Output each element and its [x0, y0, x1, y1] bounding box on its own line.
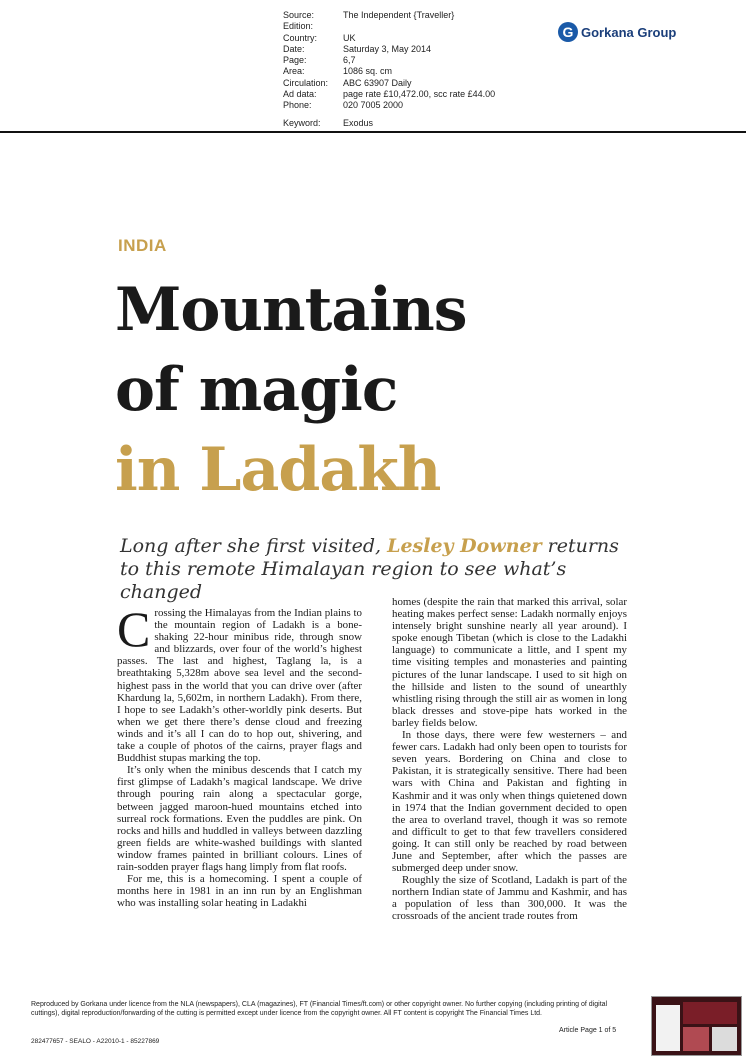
paragraph: Crossing the Himalayas from the Indian plains to the mountain region of Ladakh is a bone-shaking 22-hour minibus ride, through snow and blizzards, over four of the world’s highest passes. The last and highest, Taglang la, is a breathtaking 5,328m above sea level and the second-highest pass in the world that you can drive over (after Khardung la, 5,602m, in northern Ladakh). From there, I hope to see Ladakh’s other-worldly pink deserts. But when we get there there’s dense cloud and freezing winds and it’s all I can do to hop out, shivering, and take a couple of photos of the cairns, prayer flags and Buddhist stupas marking the top. [117, 601, 362, 765]
meta-area: Area: 1086 sq. cm [283, 66, 393, 77]
thumbnail-text-block [656, 1005, 680, 1051]
standfirst: Long after she first visited, Lesley Downer returns to this remote Himalayan region to see what’s changed [120, 535, 619, 603]
gorkana-g-icon: G [558, 22, 578, 42]
section-label: INDIA [118, 236, 167, 255]
author-name: Lesley Downer [387, 535, 542, 557]
headline-line-3: in Ladakh [115, 435, 441, 505]
paragraph: It’s only when the minibus descends that I catch my first glimpse of Ladakh’s magical landscape. We drive through pouring rain along a spectacular gorge, between jagged maroon-hued mountains etched into surreal rock formations. Even the puddles are pink. On rocks and hills and huddled in valleys between dazzling green fields are white-washed buildings with slanted window frames painted in brilliant colours. Lines of rain-sodden prayer flags hang limply from flat roofs. [117, 764, 362, 873]
headline [115, 270, 466, 510]
thumbnail-photo [683, 1002, 737, 1024]
logo-name: Gorkana Group [581, 24, 677, 40]
paragraph: For me, this is a homecoming. I spent a couple of months here in 1981 in an inn run by an Englishman who was installing solar heating in Ladakhi [117, 873, 362, 910]
meta-country: Country: UK [283, 32, 356, 43]
cutting-reference: 282477657 - SEALO - A22010-1 - 85227869 [31, 1038, 160, 1045]
meta-edition: Edition: [283, 21, 314, 32]
meta-keyword: Keyword: Exodus [283, 117, 374, 128]
headline-line-2: of magic [115, 355, 398, 425]
article-page-number: Article Page 1 of 5 [559, 1027, 617, 1034]
copyright-notice: Reproduced by Gorkana under licence from the NLA (newspapers), CLA (magazines), FT (Financial Times/ft.com) or other copyright owner. No further copying (including printing of digital cuttings), digital reproduction/forwarding of the cutting is permitted except under licence from the copyright owner. All FT content is copyright The Financial Times Ltd. [31, 1001, 608, 1017]
paragraph: Roughly the size of Scotland, Ladakh is part of the northern Indian state of Jammu and Kashmir, and has a population of less than 300,000. It was the crossroads of the ancient trade routes from [392, 874, 627, 923]
paragraph: In those days, there were few westerners – and fewer cars. Ladakh had only been open to tourists for seven years. Bordering on China and close to Pakistan, it is strategically sensitive. There had been wars with China and Pakistan and fighting in Kashmir and it was only when things quietened down in 1974 that the Indian government decided to open the area to overland travel, though it was so remote and difficult to get to that few travellers considered going. It can still only be reached by road between June and September, after which the passes are submerged deep under snow. [392, 729, 627, 875]
meta-circulation: Circulation: ABC 63907 Daily [283, 77, 412, 88]
meta-ad-data: Ad data: page rate £10,472.00, scc rate £44.00 [283, 89, 496, 100]
meta-date: Date: Saturday 3, May 2014 [283, 43, 432, 54]
headline-line-1: Mountains [115, 275, 467, 345]
gorkana-logo [558, 22, 676, 42]
meta-phone: Phone: 020 7005 2000 [283, 100, 404, 111]
header-divider [0, 131, 746, 133]
paragraph: homes (despite the rain that marked this arrival, solar heating makes perfect sense: Ladakh normally enjoys intensely bright sunshine nearly all year around). I spoke enough Tibetan (which is close to the Ladakhi language) to communicate a little, and I spent my time visiting temples and monasteries and painting pictures of the lunar landscape. I used to sit high on the hillside and listen to the sound of unearthly whistling rising through the still air as women in long black dresses and stove-pipe hats worked in the barley fields below. [392, 596, 627, 729]
body-column-2 [392, 596, 627, 923]
cutting-metadata [283, 10, 495, 129]
body-column-1 [117, 601, 362, 910]
thumbnail-photo [683, 1027, 709, 1051]
drop-cap: C [117, 601, 151, 657]
meta-source: Source: The Independent {Traveller} [283, 10, 455, 20]
thumbnail-text-block [712, 1027, 737, 1051]
page-thumbnail [651, 996, 742, 1056]
meta-page: Page: 6,7 [283, 55, 356, 66]
